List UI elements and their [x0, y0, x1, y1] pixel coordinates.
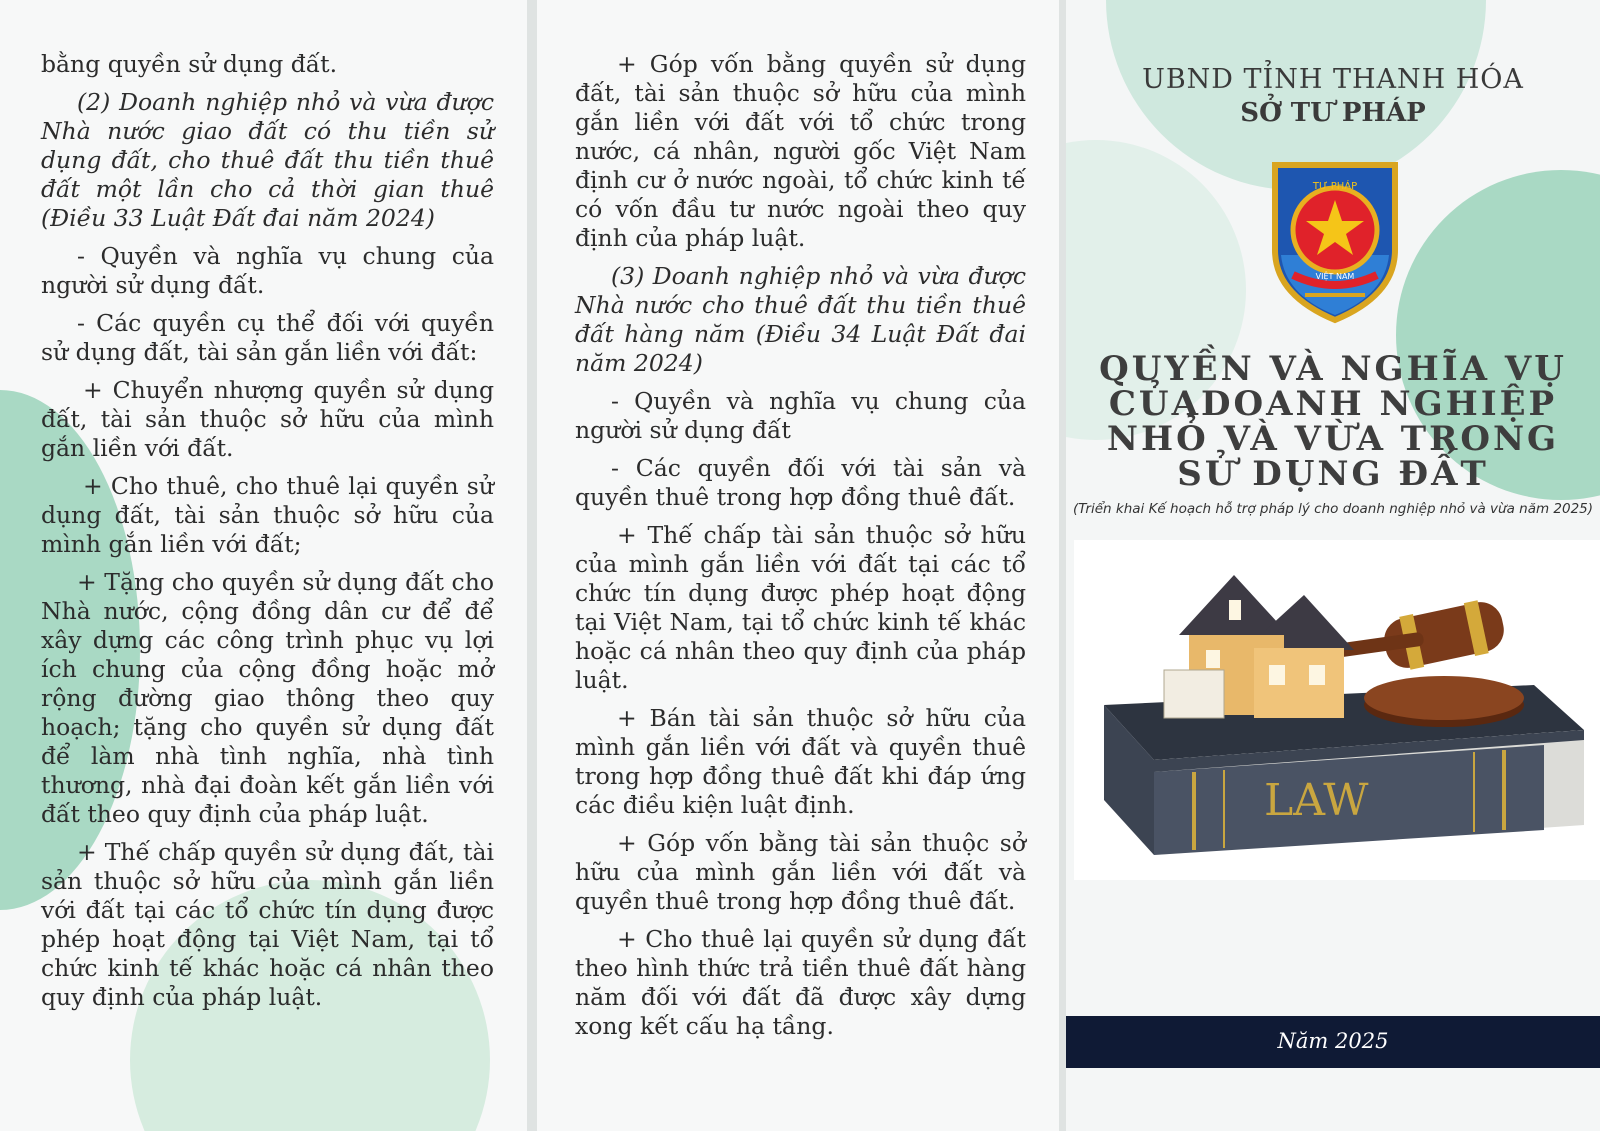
house-gavel-law-book-illustration: [1074, 540, 1600, 880]
paragraph: bằng quyền sử dụng đất.: [41, 50, 338, 78]
bullet-paragraph: + Chuyển nhượng quyền sử dụng đất, tài sản thuộc sở hữu của mình gắn liền với đất.: [41, 376, 494, 462]
text-column-1: [41, 50, 494, 1021]
paragraph: - Các quyền đối với tài sản và quyền thuê trong hợp đồng thuê đất.: [575, 454, 1026, 511]
bullet-paragraph: + Cho thuê lại quyền sử dụng đất theo hình thức trả tiền thuê đất hàng năm đối với đất đã được xây dựng xong kết cấu hạ tầng.: [575, 925, 1026, 1040]
justice-emblem-icon: [1265, 155, 1405, 325]
brochure-panel-left: [0, 0, 527, 1131]
paragraph: - Quyền và nghĩa vụ chung của người sử dụng đất.: [41, 242, 494, 299]
bullet-paragraph: + Bán tài sản thuộc sở hữu của mình gắn liền với đất và quyền thuê trong hợp đồng thuê đất khi đáp ứng các điều kiện luật định.: [575, 704, 1026, 819]
text-column-2: [575, 50, 1026, 1050]
svg-text:VIỆT NAM: VIỆT NAM: [1315, 272, 1355, 281]
section-heading: (2) Doanh nghiệp nhỏ và vừa được Nhà nước giao đất có thu tiền sử dụng đất, cho thuê đất thu tiền thuê đất một lần cho cả thời gian thuê (Điều 33 Luật Đất đai năm 2024): [41, 88, 494, 232]
book-label: LAW: [1264, 775, 1369, 826]
brochure-panel-middle: [537, 0, 1059, 1131]
bullet-paragraph: + Góp vốn bằng tài sản thuộc sở hữu của mình gắn liền với đất và quyền thuê trong hợp đồng thuê đất.: [575, 829, 1026, 915]
title-line: SỬ DỤNG ĐẤT: [1177, 454, 1489, 494]
svg-text:TƯ PHÁP: TƯ PHÁP: [1312, 181, 1358, 192]
paragraph: - Các quyền cụ thể đối với quyền sử dụng đất, tài sản gắn liền với đất:: [41, 309, 494, 366]
paragraph: - Quyền và nghĩa vụ chung của người sử dụng đất: [575, 387, 1026, 444]
bullet-paragraph: + Cho thuê, cho thuê lại quyền sử dụng đất, tài sản thuộc sở hữu của mình gắn liền với đất;: [41, 472, 494, 558]
title-line: QUYỀN VÀ NGHĨA VỤ: [1099, 349, 1567, 389]
department-name: SỞ TƯ PHÁP: [1240, 98, 1426, 128]
publication-year: Năm 2025: [1277, 1029, 1389, 1053]
bullet-paragraph: + Thế chấp quyền sử dụng đất, tài sản thuộc sở hữu của mình gắn liền với đất tại các tổ chức tín dụng được phép hoạt động tại Việt Nam, tại tổ chức kinh tế khác hoặc cá nhân theo quy định của pháp luật.: [41, 838, 494, 1011]
bullet-paragraph: + Góp vốn bằng quyền sử dụng đất, tài sản thuộc sở hữu của mình gắn liền với đất với tổ chức trong nước, cá nhân, người gốc Việt Nam định cư ở nước ngoài, tổ chức kinh tế có vốn đầu tư nước ngoài theo quy định của pháp luật.: [575, 50, 1026, 252]
bullet-paragraph: + Thế chấp tài sản thuộc sở hữu của mình gắn liền với đất tại các tổ chức tín dụng được phép hoạt động tại Việt Nam, tại tổ chức kinh tế khác hoặc cá nhân theo quy định của pháp luật.: [575, 521, 1026, 694]
brochure-cover-panel: [1066, 0, 1600, 1131]
section-heading: (3) Doanh nghiệp nhỏ và vừa được Nhà nước cho thuê đất thu tiền thuê đất hàng năm (Điều 34 Luật Đất đai năm 2024): [575, 262, 1026, 377]
title-line: NHỎ VÀ VỪA TRONG: [1106, 419, 1560, 459]
brochure-subtitle: (Triển khai Kế hoạch hỗ trợ pháp lý cho doanh nghiệp nhỏ và vừa năm 2025): [1072, 501, 1594, 517]
org-name: UBND TỈNH THANH HÓA: [1142, 64, 1524, 95]
bullet-paragraph: + Tặng cho quyền sử dụng đất cho Nhà nước, cộng đồng dân cư để để xây dựng các công trình phục vụ lợi ích chung của cộng đồng hoặc mở rộng đường giao thông theo quy hoạch; tặng cho quyền sử dụng đất để làm nhà tình nghĩa, nhà tình thương, nhà đại đoàn kết gắn liền với đất theo quy định của pháp luật.: [41, 568, 494, 828]
title-line: CỦADOANH NGHIỆP: [1108, 384, 1558, 424]
brochure-title: [1066, 349, 1600, 494]
